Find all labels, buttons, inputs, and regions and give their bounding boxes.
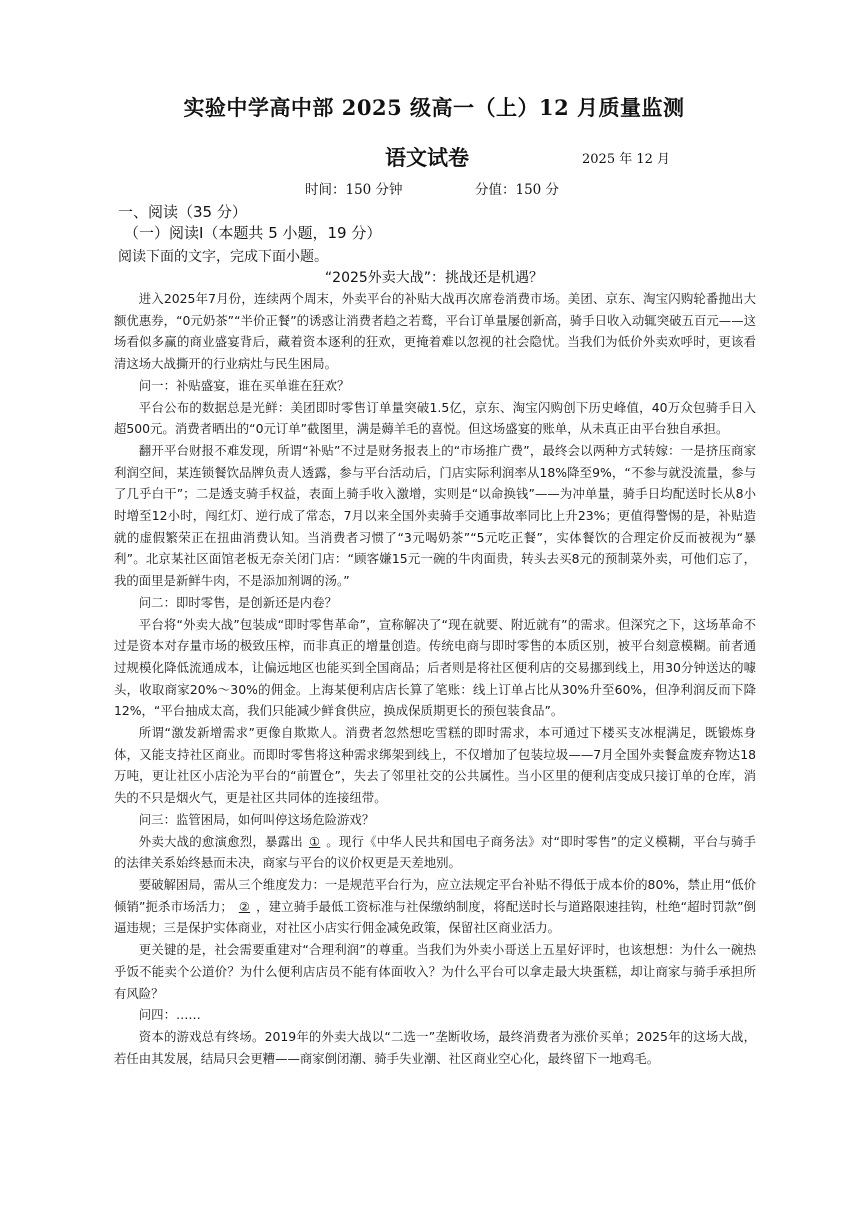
exam-time: 时间：150 分钟 bbox=[305, 182, 403, 198]
article-title: “2025外卖大战”：挑战还是机遇？ bbox=[324, 270, 544, 286]
paragraph: 翻开平台财报不难发现，所谓“补贴”不过是财务报表上的“市场推广费”，最终会以两种方式转嫁：一是挤压商家利润空间，某连锁餐饮品牌负责人透露，参与平台活动后，门店实际利润率从18%降至9%，“不参与就没流量，参与了几乎白干”；二是透支骑手权益，表面上骑手收入激增，实则是“以命换钱”——为冲单量，骑手日均配送时长从8小时增至12小时，闯红灯、逆行成了常态，7月以来全国外卖骑手交通事故率同比上升23%；更值得警惕的是，补贴造就的虚假繁荣正在扭曲消费认知。当消费者习惯了“3元喝奶茶”“5元吃正餐”，实体餐饮的合理定价反而被视为“暴利”。北京某社区面馆老板无奈关闭门店：“顾客嫌15元一碗的牛肉面贵，转头去买8元的预制菜外卖，可他们忘了，我的面里是新鲜牛肉，不是添加剂调的汤。” bbox=[114, 442, 756, 589]
reading-instruction: 阅读下面的文字，完成下面小题。 bbox=[118, 249, 328, 265]
paragraph: 平台公布的数据总是光鲜：美团即时零售订单量突破1.5亿，京东、淘宝闪购创下历史峰值，40万众包骑手日入超500元。消费者晒出的“0元订单”截图里，满是薅羊毛的喜悦。但这场盛宴的账单，从未真正由平台独自承担。 bbox=[114, 399, 756, 437]
question-heading: 问四：…… bbox=[138, 1007, 201, 1023]
subtitle-row bbox=[0, 142, 868, 172]
exam-title: 实验中学高中部 2025 级高一（上）12 月质量监测 bbox=[183, 95, 685, 120]
paragraph-text: 外卖大战的愈演愈烈，暴露出 bbox=[138, 833, 303, 849]
subsection-heading: （一）阅读Ⅰ（本题共 5 小题，19 分） bbox=[124, 224, 382, 242]
paragraph: 更关键的是，社会需要重建对“合理利润”的尊重。当我们为外卖小哥送上五星好评时，也该想想：为什么一碗热乎饭不能卖个公道价？为什么便利店店员不能有体面收入？为什么平台可以拿走最大块蛋糕，却让商家与骑手承担所有风险？ bbox=[114, 942, 756, 1001]
paragraph-text: 要破解困局，需从三个维度发力：一是规范平台行为，应立法规定平台补贴不得低于成本价的80%，禁止用“低价倾销”扼杀市场活力； bbox=[114, 876, 756, 914]
paragraph-text: 。现行《中华人民共和国电子商务法》对“即时零售”的定义模糊，平台与骑手的法律关系始终悬而未决，商家与平台的议价权更是天差地别。 bbox=[114, 833, 757, 871]
question-heading: 问三：监管困局，如何叫停这场危险游戏？ bbox=[138, 811, 375, 827]
paragraph-text: ，建立骑手最低工资标准与社保缴纳制度，将配送时长与道路限速挂钩，杜绝“超时罚款”倒逼违规；三是保护实体商业，对社区小店实行佣金减免政策，保留社区商业活力。 bbox=[114, 898, 757, 936]
paragraph bbox=[114, 874, 756, 939]
section-heading: 一、阅读（35 分） bbox=[118, 203, 247, 221]
fill-blank-2: ② bbox=[238, 898, 251, 914]
paragraph: 平台将“外卖大战”包装成“即时零售革命”，宣称解决了“现在就要、附近就有”的需求。但深究之下，这场革命不过是资本对存量市场的极致压榨，而非真正的增量创造。传统电商与即时零售的本质区别，被平台刻意模糊。前者通过规模化降低流通成本，让偏远地区也能买到全国商品；后者则是将社区便利店的交易挪到线上，用30分钟送达的噱头，收取商家20%～30%的佣金。上海某便利店店长算了笔账：线上订单占比从30%升至60%，但净利润反而下降12%，“平台抽成太高，我们只能减少鲜食供应，换成保质期更长的预包装食品”。 bbox=[114, 616, 756, 719]
article-body bbox=[114, 288, 756, 1069]
exam-score: 分值：150 分 bbox=[475, 182, 560, 198]
paragraph: 进入2025年7月份，连续两个周末，外卖平台的补贴大战再次席卷消费市场。美团、京东、淘宝闪购轮番抛出大额优惠券，“0元奶茶”“半价正餐”的诱惑让消费者趋之若鹜，平台订单量屡创新高，骑手日收入动辄突破五百元——这场看似多赢的商业盛宴背后，藏着资本逐利的狂欢，更掩着难以忽视的社会隐忧。当我们为低价外卖欢呼时，更该看清这场大战撕开的行业病灶与民生困局。 bbox=[114, 291, 756, 372]
paragraph: 资本的游戏总有终场。2019年的外卖大战以“二选一”垄断收场，最终消费者为涨价买单；2025年的这场大战，若任由其发展，结局只会更糟——商家倒闭潮、骑手失业潮、社区商业空心化，最终留下一地鸡毛。 bbox=[114, 1028, 756, 1066]
paragraph bbox=[114, 831, 756, 874]
paper-subtitle: 语文试卷 bbox=[385, 145, 469, 170]
question-heading: 问二：即时零售，是创新还是内卷？ bbox=[138, 594, 338, 610]
question-heading: 问一：补贴盛宴，谁在买单谁在狂欢？ bbox=[138, 377, 350, 393]
paragraph: 所谓“激发新增需求”更像自欺欺人。消费者忽然想吃雪糕的即时需求，本可通过下楼买支冰棍满足，既锻炼身体，又能支持社区商业。而即时零售将这种需求绑架到线上，不仅增加了包装垃圾——7月全国外卖餐盒废弃物达18万吨，更让社区小店沦为平台的“前置仓”，失去了邻里社交的公共属性。当小区里的便利店变成只接订单的仓库，消失的不只是烟火气，更是社区共同体的连接纽带。 bbox=[114, 725, 756, 806]
exam-date: 2025 年 12 月 bbox=[582, 152, 671, 167]
fill-blank-1: ① bbox=[308, 833, 321, 849]
